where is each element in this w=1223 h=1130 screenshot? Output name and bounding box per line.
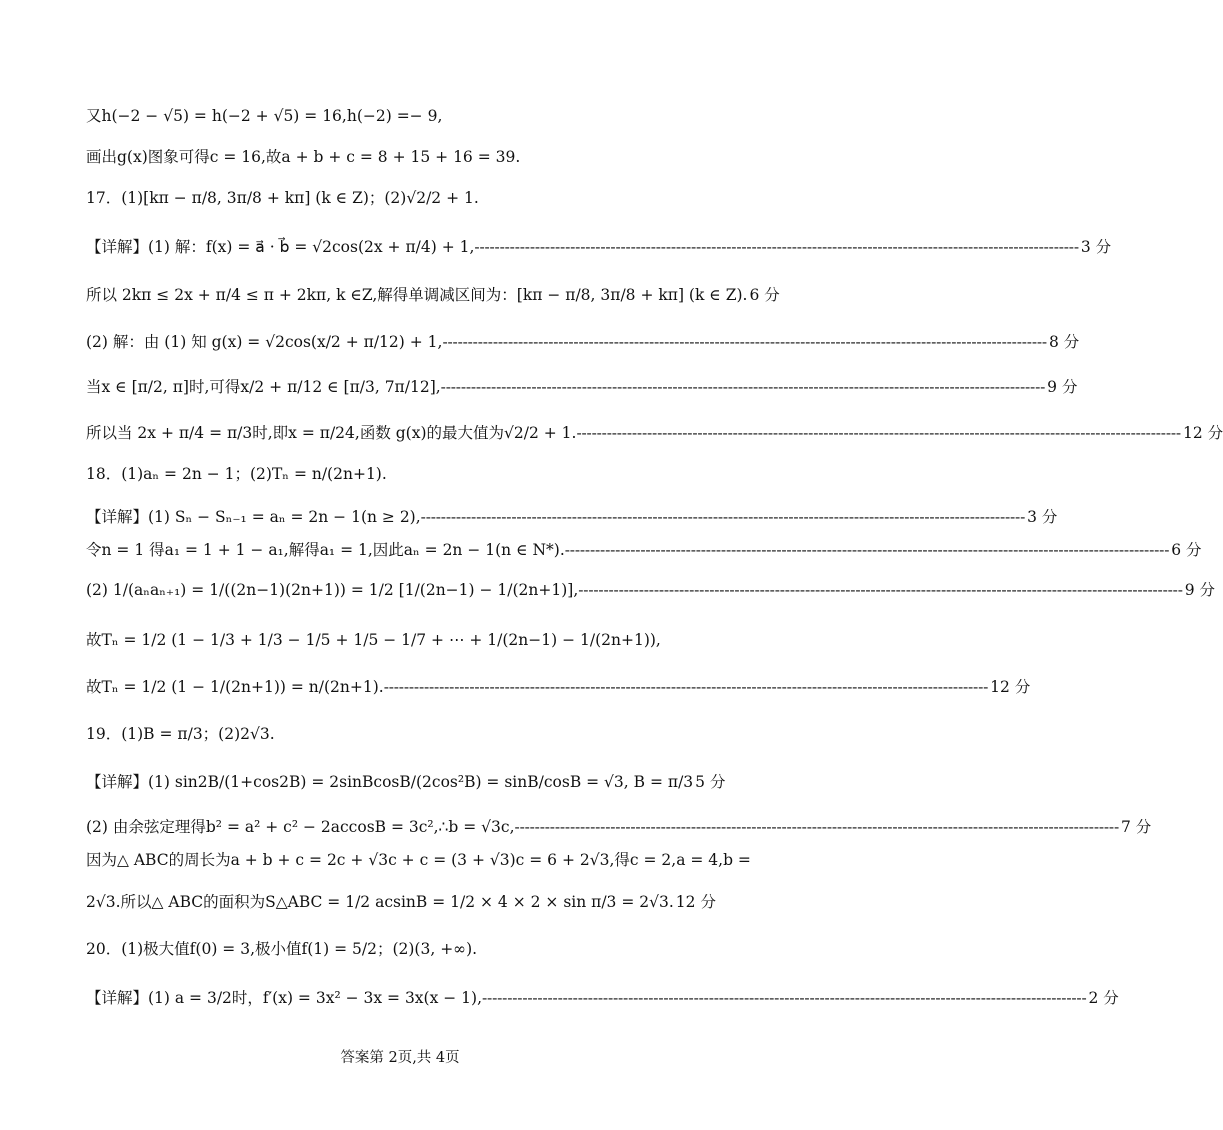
- step-line: [86, 538, 1202, 562]
- dash-leader: ------------------------------------------------------------------------------------------------------------------------: [440, 378, 1046, 396]
- dash-leader: ------------------------------------------------------------------------------------------------------------------------: [564, 541, 1170, 559]
- line-text: 2√3.所以△ ABC的面积为S△ABC = 1/2 acsinB = 1/2 × 4 × 2 × sin π/3 = 2√3.: [86, 893, 674, 911]
- line-text: 因为△ ABC的周长为a + b + c = 2c + √3c + c = (3 + √3)c = 6 + 2√3,得c = 2,a = 4,b =: [86, 851, 751, 869]
- step-line: [86, 375, 1078, 399]
- dash-leader: ------------------------------------------------------------------------------------------------------------------------: [482, 989, 1087, 1007]
- dash-leader: ------------------------------------------------------------------------------------------------------------------------: [383, 678, 989, 696]
- line-text: 故Tₙ = 1/2 (1 − 1/(2n+1)) = n/(2n+1).: [86, 678, 384, 696]
- line-text: 【详解】(1) sin2B/(1+cos2B) = 2sinBcosB/(2cos²B) = sinB/cosB = √3, B = π/3: [86, 773, 694, 791]
- line-text: 19．(1)B = π/3；(2)2√3.: [86, 725, 275, 743]
- step-line: [86, 675, 1031, 699]
- line-text: 【详解】(1) 解：f(x) = a⃗ · b⃗ = √2cos(2x + π/4) + 1,: [86, 238, 475, 256]
- line-text: 画出g(x)图象可得c = 16,故a + b + c = 8 + 15 + 16 = 39.: [86, 148, 521, 166]
- score-label: 9 分: [1047, 378, 1078, 396]
- dash-leader: ------------------------------------------------------------------------------------------------------------------------: [576, 424, 1181, 442]
- line-text: 故Tₙ = 1/2 (1 − 1/3 + 1/3 − 1/5 + 1/5 − 1/7 + ⋯ + 1/(2n−1) − 1/(2n+1)),: [86, 631, 661, 649]
- answer-summary-20: [86, 937, 714, 961]
- score-label: 12 分: [1182, 424, 1223, 442]
- dash-leader: ------------------------------------------------------------------------------------------------------------------------: [514, 818, 1120, 836]
- answer-summary-18: [86, 462, 714, 486]
- line-text: 17．(1)[kπ − π/8, 3π/8 + kπ] (k ∈ Z)；(2)√2/2 + 1.: [86, 189, 479, 207]
- step-line: [86, 815, 1152, 839]
- step-line: [86, 330, 1080, 354]
- solution-line: [86, 145, 714, 169]
- score-label: 2 分: [1088, 989, 1119, 1007]
- step-line: [86, 283, 780, 307]
- step-line: [86, 770, 726, 794]
- step-line: [86, 235, 1112, 259]
- answer-summary-17: [86, 186, 714, 210]
- score-label: 8 分: [1048, 333, 1080, 351]
- step-line: [86, 421, 1223, 445]
- score-label: 5 分: [695, 773, 726, 791]
- dash-leader: ------------------------------------------------------------------------------------------------------------------------: [578, 581, 1183, 599]
- score-label: 12 分: [675, 893, 716, 911]
- line-text: 所以当 2x + π/4 = π/3时,即x = π/24,函数 g(x)的最大值为√2/2 + 1.: [86, 424, 577, 442]
- dash-leader: ------------------------------------------------------------------------------------------------------------------------: [474, 238, 1079, 256]
- solution-line: [86, 104, 714, 128]
- step-line: [86, 505, 1058, 529]
- line-text: 所以 2kπ ≤ 2x + π/4 ≤ π + 2kπ, k ∈Z,解得单调减区间为：[kπ − π/8, 3π/8 + kπ] (k ∈ Z).: [86, 286, 748, 304]
- line-text: (2) 解：由 (1) 知 g(x) = √2cos(x/2 + π/12) + 1,: [86, 333, 443, 351]
- score-label: 7 分: [1121, 818, 1152, 836]
- line-text: 【详解】(1) Sₙ − Sₙ₋₁ = aₙ = 2n − 1(n ≥ 2),: [86, 508, 421, 526]
- line-text: 当x ∈ [π/2, π]时,可得x/2 + π/12 ∈ [π/3, 7π/12],: [86, 378, 441, 396]
- step-line: [86, 986, 1119, 1010]
- line-text: (2) 1/(aₙaₙ₊₁) = 1/((2n−1)(2n+1)) = 1/2 [1/(2n−1) − 1/(2n+1)],: [86, 581, 579, 599]
- line-text: 18．(1)aₙ = 2n − 1；(2)Tₙ = n/(2n+1).: [86, 465, 387, 483]
- line-text: 令n = 1 得a₁ = 1 + 1 − a₁,解得a₁ = 1,因此aₙ = 2n − 1(n ∈ N*).: [86, 541, 565, 559]
- page-footer: 答案第 2页,共 4页: [340, 1050, 460, 1066]
- line-text: 20．(1)极大值f(0) = 3,极小值f(1) = 5/2；(2)(3, +∞).: [86, 940, 478, 958]
- answer-summary-19: [86, 722, 714, 746]
- score-label: 3 分: [1027, 508, 1058, 526]
- score-label: 12 分: [990, 678, 1031, 696]
- score-label: 9 分: [1184, 581, 1216, 599]
- line-text: (2) 由余弦定理得b² = a² + c² − 2accosB = 3c²,∴b = √3c,: [86, 818, 515, 836]
- dash-leader: ------------------------------------------------------------------------------------------------------------------------: [442, 333, 1047, 351]
- step-line: [86, 578, 1216, 602]
- score-label: 3 分: [1080, 238, 1112, 256]
- step-line: [86, 890, 714, 914]
- score-label: 6 分: [1171, 541, 1202, 559]
- line-text: 【详解】(1) a = 3/2时，f′(x) = 3x² − 3x = 3x(x − 1),: [86, 989, 483, 1007]
- score-label: 6 分: [749, 286, 780, 304]
- solution-line: [86, 848, 751, 872]
- solution-line: [86, 628, 714, 652]
- line-text: 又h(−2 − √5) = h(−2 + √5) = 16,h(−2) =− 9,: [86, 107, 443, 125]
- dash-leader: ------------------------------------------------------------------------------------------------------------------------: [420, 508, 1026, 526]
